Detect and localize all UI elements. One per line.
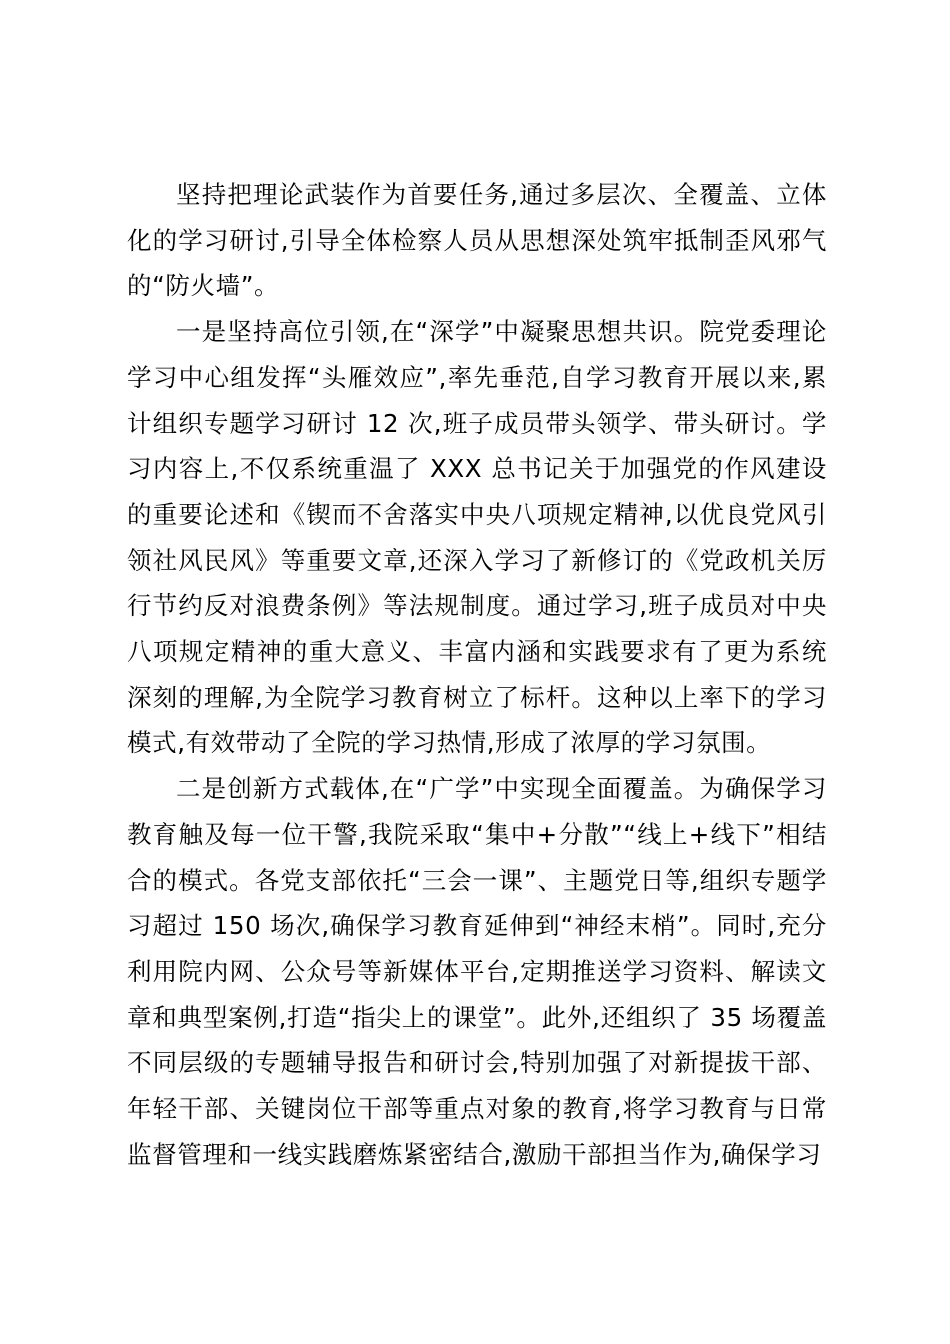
document-body (127, 172, 827, 1177)
paragraph-point-two: 二是创新方式载体,在“广学”中实现全面覆盖。为确保学习教育触及每一位干警,我院采取“集中+分散”“线上+线下”相结合的模式。各党支部依托“三会一课”、主题党日等,组织专题学习超过 150 场次,确保学习教育延伸到“神经末梢”。同时,充分利用院内网、公众号等新媒体平台,定期推送学习资料、解读文章和典型案例,打造“指尖上的课堂”。此外,还组织了 35 场覆盖不同层级的专题辅导报告和研讨会,特别加强了对新提拔干部、年轻干部、关键岗位干部等重点对象的教育,将学习教育与日常监督管理和一线实践磨炼紧密结合,激励干部担当作为,确保学习 (127, 774, 827, 1169)
paragraph-point-one: 一是坚持高位引领,在“深学”中凝聚思想共识。院党委理论学习中心组发挥“头雁效应”,率先垂范,自学习教育开展以来,累计组织专题学习研讨 12 次,班子成员带头领学、带头研讨。学习内容上,不仅系统重温了 XXX 总书记关于加强党的作风建设的重要论述和《锲而不舍落实中央八项规定精神,以优良党风引领社风民风》等重要文章,还深入学习了新修订的《党政机关厉行节约反对浪费条例》等法规制度。通过学习,班子成员对中央八项规定精神的重大意义、丰富内涵和实践要求有了更为系统深刻的理解,为全院学习教育树立了标杆。这种以上率下的学习模式,有效带动了全院的学习热情,形成了浓厚的学习氛围。 (127, 317, 827, 758)
paragraph-intro: 坚持把理论武装作为首要任务,通过多层次、全覆盖、立体化的学习研讨,引导全体检察人员从思想深处筑牢抵制歪风邪气的“防火墙”。 (127, 180, 827, 301)
